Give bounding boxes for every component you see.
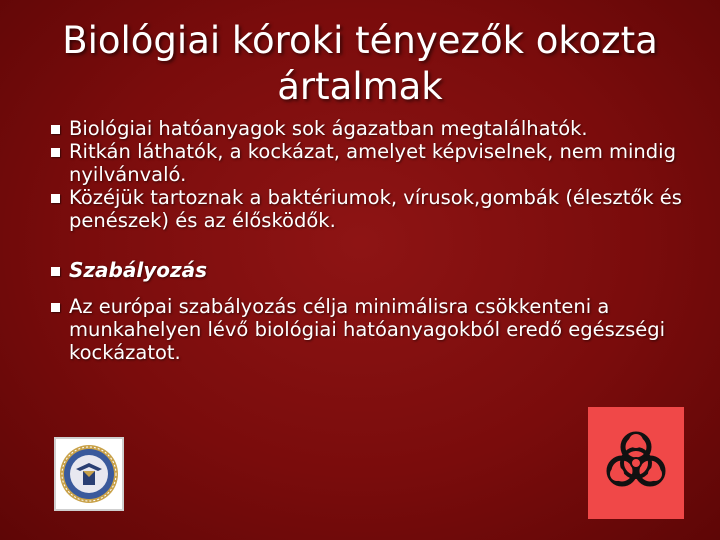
official-seal-icon: [54, 437, 124, 511]
section-heading: Szabályozás: [69, 258, 208, 282]
bullet-text: Ritkán láthatók, a kockázat, amelyet képviselnek, nem mindig nyilvánvaló.: [69, 140, 676, 186]
slide-title: Biológiai kóroki tényezők okozta ártalmak: [62, 19, 658, 108]
bullet-text: Biológiai hatóanyagok sok ágazatban megtalálhatók.: [69, 117, 588, 140]
bullet-text: Az európai szabályozás célja minimálisra csökkenteni a munkahelyen lévő biológiai hatóanyagokból eredő egészségi kockázatot.: [69, 295, 666, 364]
square-bullet-icon: [51, 148, 60, 157]
section-heading-item: [52, 259, 682, 282]
bullet-item: [52, 117, 682, 140]
bullet-list: [52, 117, 682, 364]
bullet-item: [52, 140, 682, 186]
square-bullet-icon: [51, 303, 60, 312]
bullet-item: [52, 295, 682, 364]
bullet-item: [52, 186, 682, 232]
square-bullet-icon: [51, 125, 60, 134]
square-bullet-icon: [51, 267, 60, 276]
bullet-text: Közéjük tartoznak a baktériumok, vírusok,gombák (élesztők és penészek) és az élősködők.: [69, 186, 682, 232]
biohazard-icon: [588, 407, 684, 519]
square-bullet-icon: [51, 194, 60, 203]
